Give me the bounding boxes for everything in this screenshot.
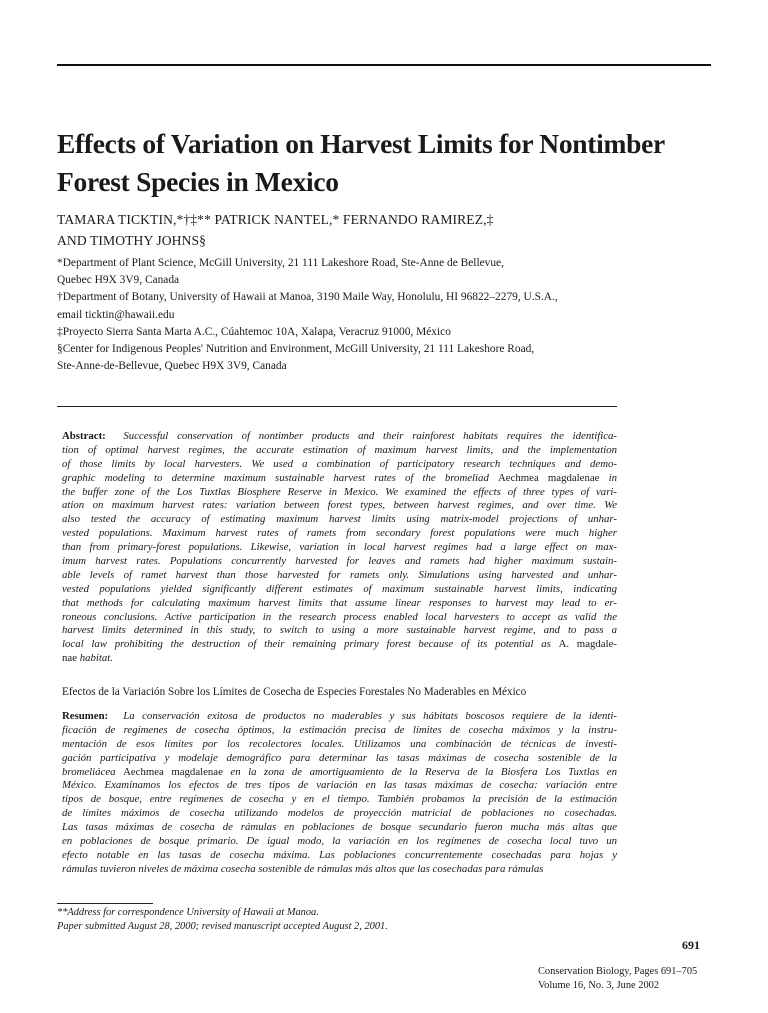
paragraph-line — [62, 835, 617, 849]
paragraph-line — [62, 569, 617, 583]
line-text: ation on maximum harvest rates: variation between forest types, between harvest regimes, and over time. We — [62, 499, 617, 512]
affiliation-line: email ticktin@hawaii.edu — [57, 308, 175, 321]
species-name: A. magdale- — [558, 638, 617, 651]
section-rule — [57, 406, 617, 407]
page-number: 691 — [682, 938, 700, 952]
line-text: efecto notable en las tasas de cosecha máxima. Las poblaciones concurrentemente cosechadas para hojas y — [62, 848, 617, 861]
resumen — [62, 710, 617, 877]
line-text: habitat. — [79, 652, 113, 665]
affiliation-line: *Department of Plant Science, McGill University, 21 111 Lakeshore Road, Ste-Anne de Bellevue, — [57, 257, 504, 269]
line-text: also tested the accuracy of estimating maximum harvest limits using matrix-model projections of unhar- — [62, 513, 617, 526]
line-text: bromeliácea — [62, 765, 124, 778]
species-name: nae — [62, 652, 80, 665]
line-text: tipos de bosque, entre regímenes de cosecha y en el tiempo. También probamos la precisión de la estimación — [62, 793, 617, 806]
line-text: able levels of ramet harvest than those harvested for ramets only. Simulations using harvested and unhar- — [62, 568, 617, 581]
paragraph-line — [62, 611, 617, 625]
paragraph-line — [62, 458, 617, 472]
line-text: than from primary-forest populations. Likewise, variation in local harvest regimes had a large effect on max- — [62, 541, 617, 554]
paragraph-line — [62, 807, 617, 821]
affiliations — [57, 255, 558, 375]
paragraph-line — [62, 541, 617, 555]
paragraph-line — [62, 430, 617, 444]
line-text: tion of optimal harvest regimes, the accurate estimation of maximum harvest limits, and the implementation — [62, 443, 617, 456]
abstract-label: Abstract: — [62, 430, 106, 442]
paragraph-line — [62, 821, 617, 835]
footnote-submission: Paper submitted August 28, 2000; revised manuscript accepted August 2, 2001. — [57, 920, 388, 932]
paragraph-line — [62, 472, 617, 486]
species-name: Aechmea magdalenae — [497, 471, 600, 484]
line-text: in — [599, 471, 617, 484]
line-text: imum harvest rates. Populations concurrently harvested for leaves and ramets had higher maximum sustain- — [62, 555, 617, 568]
authors-line: AND TIMOTHY JOHNS§ — [57, 233, 207, 248]
title-line: Effects of Variation on Harvest Limits for Nontimber — [57, 128, 665, 159]
paragraph-line — [62, 527, 617, 541]
authors-line: TAMARA TICKTIN,*†‡** PATRICK NANTEL,* FERNANDO RAMIREZ,‡ — [57, 212, 494, 227]
journal-citation — [538, 965, 697, 993]
paragraph-line — [62, 710, 617, 724]
paragraph-line — [62, 444, 617, 458]
line-text: vested populations. Maximum harvest rates of ramets from secondary forest populations were much higher — [62, 527, 617, 540]
journal-pages: Conservation Biology, Pages 691–705 — [538, 966, 698, 977]
line-text: en la zona de amortiguamiento de la Reserva de la Biosfera Los Tuxtlas en — [222, 765, 617, 778]
line-text: Las tasas máximas de cosecha de rámulas en poblaciones de bosque secundario fueron mucha más altas que — [62, 821, 617, 834]
paragraph-line — [62, 652, 617, 666]
line-text: the buffer zone of the Los Tuxtlas Biosphere Reserve in Mexico. We examined the effects of three types of vari- — [62, 485, 617, 498]
line-text: local law prohibiting the destruction of their remaining primary forest because of its potential as — [62, 638, 559, 651]
affiliation-line: Ste-Anne-de-Bellevue, Quebec H9X 3V9, Canada — [57, 360, 287, 373]
line-text: México. Examinamos los efectos de tres tipos de variación en las tasas máximas de cosecha: variación entre — [62, 779, 617, 792]
affiliation-line: ‡Proyecto Sierra Santa Marta A.C., Cúahtemoc 10A, Xalapa, Veracruz 91000, México — [57, 325, 451, 338]
species-name: Aechmea magdalenae — [123, 765, 223, 778]
paragraph-line — [62, 724, 617, 738]
affiliation-line: †Department of Botany, University of Hawaii at Manoa, 3190 Maile Way, Honolulu, HI 96822–2279, U.S.A., — [57, 291, 558, 304]
affiliation-line: §Center for Indigenous Peoples' Nutrition and Environment, McGill University, 21 111 Lakeshore Road, — [57, 343, 535, 356]
footnote-rule — [57, 903, 153, 904]
paragraph-line — [62, 752, 617, 766]
line-text: rámulas tuvieron niveles de máxima cosecha sostenible de rámulas más altos que las cosechadas para rámulas — [62, 862, 544, 875]
line-text: of those limits by local harvesters. We used a combination of participatory research techniques and demo- — [62, 457, 617, 470]
line-text: roneous conclusions. Active participation in the research process enabled local harvesters to accept as valid the — [62, 610, 617, 623]
line-text: en poblaciones de bosque primario. De igual modo, la variación en los regímenes de cosecha local tuvo un — [62, 835, 617, 848]
paragraph-line — [62, 555, 617, 569]
authors — [57, 209, 494, 251]
line-text: La conservación exitosa de productos no maderables y sus hábitats boscosos requiere de la identi- — [123, 710, 617, 722]
footnote-correspondence: **Address for correspondence University of Hawaii at Manoa. — [57, 907, 319, 918]
spanish-title: Efectos de la Variación Sobre los Límites de Cosecha de Especies Forestales No Maderables en México — [62, 686, 527, 698]
line-text: vested populations yielded significantly different estimates of maximum sustainable harvest limits, indicating — [62, 582, 617, 595]
footnotes — [57, 906, 388, 933]
line-text: de límites máximos de cosecha utilizando modelos de proyección matricial de poblaciones no cosechadas. — [62, 807, 617, 820]
line-text: that methods for calculating maximum harvest limits that assume linear responses to harvest may lead to er- — [62, 596, 617, 609]
paragraph-line — [62, 849, 617, 863]
paragraph-line — [62, 583, 617, 597]
paragraph-line — [62, 766, 617, 780]
line-text: harvest limits determined in this study, to switch to using a more sustainable harvest regime, and to pass a — [62, 624, 617, 637]
paragraph-line — [62, 499, 617, 513]
paragraph-line — [62, 779, 617, 793]
paragraph-line — [62, 863, 617, 877]
line-text: graphic modeling to determine maximum sustainable harvest rates of the bromeliad — [62, 471, 498, 484]
paragraph-line — [62, 486, 617, 500]
line-text: ficación de regímenes de cosecha óptimos, la estimación precisa de límites de cosecha máximos y la instru- — [62, 723, 617, 736]
line-text: Successful conservation of nontimber products and their rainforest habitats requires the identifica- — [123, 430, 617, 442]
paragraph-line — [62, 513, 617, 527]
paragraph-line — [62, 597, 617, 611]
title-line: Forest Species in Mexico — [57, 166, 339, 197]
resumen-label: Resumen: — [62, 710, 109, 722]
affiliation-line: Quebec H9X 3V9, Canada — [57, 274, 180, 287]
abstract — [62, 430, 617, 666]
line-text: mentación de esos límites por los recolectores locales. Utilizamos una combinación de técnicas de investi- — [62, 737, 617, 750]
top-rule — [57, 64, 711, 66]
line-text: gación participativa y modelaje demográfico para determinar las tasas máximas de cosecha sostenible de la — [62, 751, 617, 764]
paragraph-line — [62, 738, 617, 752]
paragraph-line — [62, 624, 617, 638]
paragraph-line — [62, 638, 617, 652]
paragraph-line — [62, 793, 617, 807]
article-title — [57, 125, 665, 201]
journal-volume: Volume 16, No. 3, June 2002 — [538, 980, 660, 991]
